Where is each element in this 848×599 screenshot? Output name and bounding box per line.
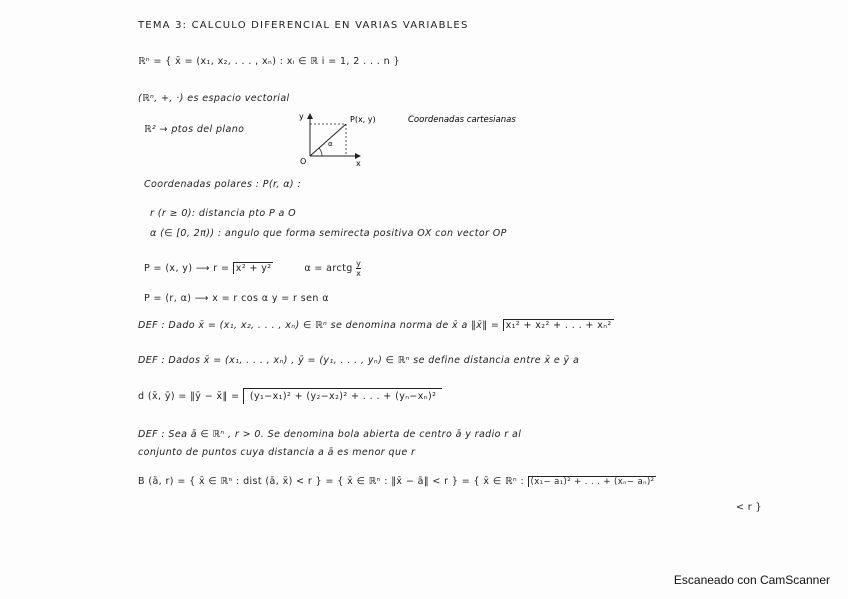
radius-definition: r (r ≥ 0): distancia pto P a O	[150, 208, 297, 219]
arctg-fraction	[356, 259, 361, 278]
ball-radical: (x₁− a₁)² + . . . + (xₙ− aₙ)²	[528, 476, 657, 487]
norm-definition	[138, 319, 614, 331]
ball-definition-cont: conjunto de puntos cuya distancia a ā es menor que r	[138, 447, 416, 458]
label-origin: O	[300, 157, 307, 166]
label-x: x	[356, 159, 361, 166]
radical-r: x² + y²	[233, 262, 274, 274]
polar-to-cartesian: P = (r, α) ⟶ x = r cos α y = r sen α	[144, 293, 329, 304]
distance-definition: DEF : Dados x̄ = (x₁, . . . , xₙ) , ȳ = (y₁, . . . , yₙ) ∈ ℝⁿ se define distancia entre x̄ e ȳ a	[138, 355, 580, 366]
distance-formula	[138, 388, 442, 404]
norm-definition-text: DEF : Dado x̄ = (x₁, x₂, . . . , xₙ) ∈ ℝⁿ se denomina norma de x̄ a ‖x̄‖ =	[138, 320, 500, 331]
distance-radical: (y₁−x₁)² + (y₂−x₂)² + . . . + (yₙ−xₙ)²	[243, 388, 442, 404]
definition-rn: ℝⁿ = { x̄ = (x₁, x₂, . . . , xₙ) : xᵢ ∈ ℝ i = 1, 2 . . . n }	[138, 56, 400, 67]
label-y: y	[299, 112, 304, 121]
ball-formula	[138, 476, 656, 487]
ball-definition: DEF : Sea ā ∈ ℝⁿ , r > 0. Se denomina bola abierta de centro ā y radio r al	[138, 429, 522, 440]
label-cartesian: Coordenadas cartesianas	[408, 115, 516, 125]
camscanner-watermark: Escaneado con CamScanner	[673, 573, 830, 587]
label-angle: α	[328, 140, 333, 148]
norm-radical: x₁² + x₂² + . . . + xₙ²	[503, 319, 614, 331]
label-point: P(x, y)	[350, 115, 376, 124]
angle-definition: α (∈ [0, 2π)) : angulo que forma semirecta positiva OX con vector OP	[150, 228, 507, 239]
cartesian-diagram	[296, 110, 556, 166]
cartesian-to-polar	[144, 259, 361, 278]
fraction-denominator: x	[356, 269, 362, 278]
distance-formula-lhs: d (x̄, ȳ) = ‖ȳ − x̄‖ =	[138, 391, 240, 402]
plane-points-line: ℝ² → ptos del plano	[144, 124, 245, 135]
polar-coordinates-line: Coordenadas polares : P(r, α) :	[144, 179, 302, 190]
cartesian-to-polar-lhs: P = (x, y) ⟶ r =	[144, 263, 230, 274]
page-title: TEMA 3: CALCULO DIFERENCIAL EN VARIAS VARIABLES	[138, 20, 469, 31]
vector-space-line: (ℝⁿ, +, ·) es espacio vectorial	[138, 93, 290, 104]
arctg-label: α = arctg	[304, 263, 353, 274]
fraction-numerator: y	[356, 259, 362, 268]
y-axis-arrow	[307, 113, 313, 119]
ball-formula-end: < r }	[736, 502, 762, 513]
angle-arc	[319, 148, 322, 156]
ball-formula-text: B (ā, r) = { x̄ ∈ ℝⁿ : dist (ā, x̄) < r } = { x̄ ∈ ℝⁿ : ‖x̄ − ā‖ < r } = { x̄ ∈ ℝⁿ :	[138, 476, 525, 487]
